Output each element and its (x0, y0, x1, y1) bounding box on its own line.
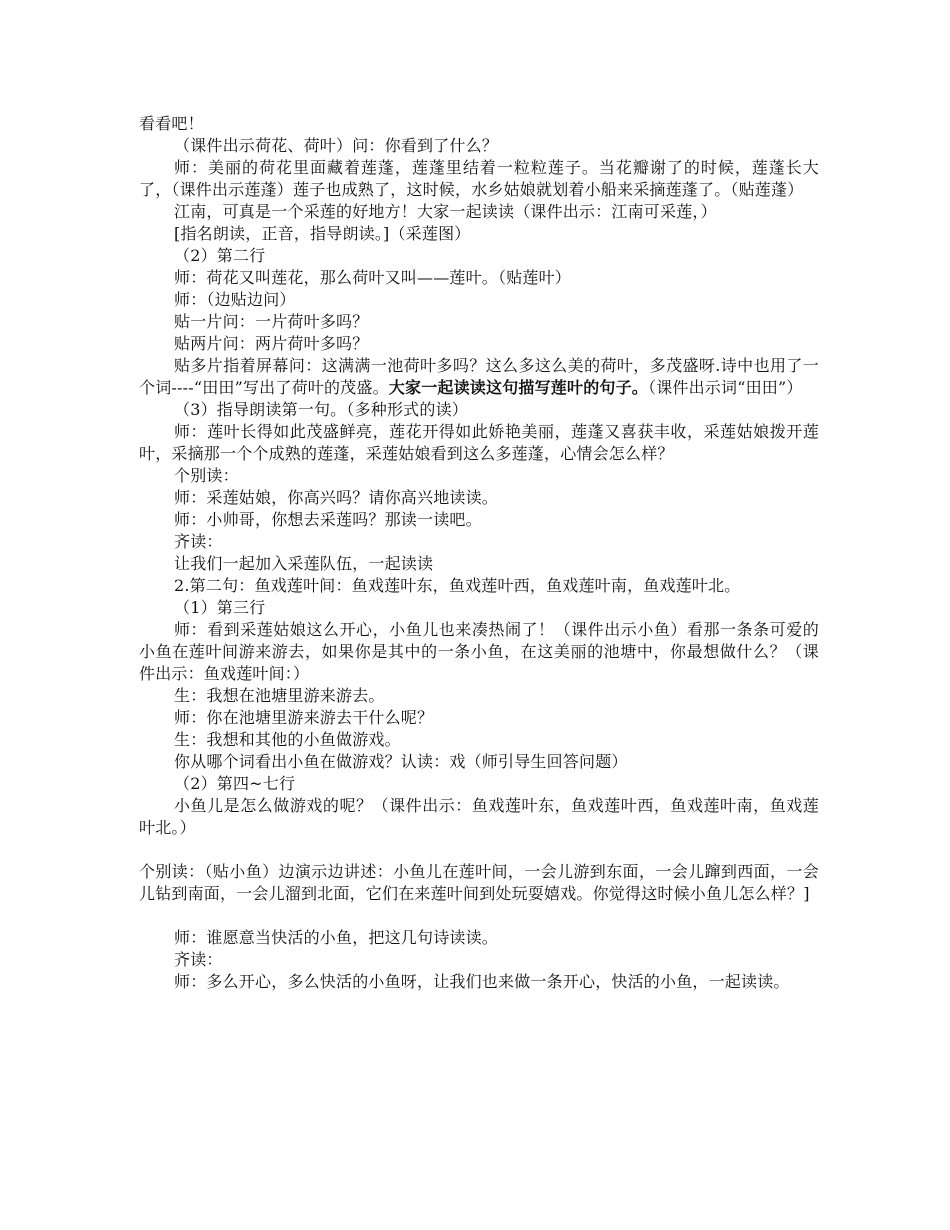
section-heading: （2）第四~七行 (174, 774, 296, 793)
paragraph: 生：我想和其他的小鱼做游戏。 (174, 730, 401, 749)
paragraph: 师：莲叶长得如此茂盛鲜亮，莲花开得如此娇艳美丽，莲蓬又喜获丰收，采莲姑娘拨开莲叶，采摘那一个个成熟的莲蓬，采莲姑娘看到这么多莲蓬，心情会怎么样？ (139, 422, 819, 463)
paragraph: 江南，可真是一个采莲的好地方！大家一起读读（课件出示：江南可采莲，） (174, 202, 717, 221)
paragraph: 师：多么开心，多么快活的小鱼呀，让我们也来做一条开心，快活的小鱼，一起读读。 (174, 972, 790, 991)
paragraph: 个别读： (174, 466, 239, 485)
blank-line (139, 905, 819, 927)
paragraph: 师：（边贴边问） (174, 290, 296, 309)
section-heading: （2）第二行 (174, 246, 266, 265)
paragraph: 师：美丽的荷花里面藏着莲蓬，莲蓬里结着一粒粒莲子。当花瓣谢了的时候，莲蓬长大了，（课件出示莲蓬）莲子也成熟了，这时候，水乡姑娘就划着小船来采摘莲蓬了。（贴莲蓬） (139, 158, 819, 199)
paragraph: 贴两片问：两片荷叶多吗？ (174, 334, 369, 353)
paragraph: 你从哪个词看出小鱼在做游戏？认读：戏（师引导生回答问题） (174, 752, 628, 771)
paragraph: 师：小帅哥，你想去采莲吗？那读一读吧。 (174, 510, 482, 529)
section-heading: 2.第二句：鱼戏莲叶间：鱼戏莲叶东，鱼戏莲叶西，鱼戏莲叶南，鱼戏莲叶北。 (174, 576, 741, 595)
paragraph: （课件出示荷花、荷叶）问：你看到了什么？ (174, 136, 499, 155)
document-body (139, 113, 819, 993)
section-heading: （1）第三行 (174, 598, 266, 617)
paragraph-text: 贴多片指着屏幕问：这满满一池荷叶多吗？这么多这么美的荷叶，多茂盛呀.诗中也用了一个词----“田田”写出了荷叶的茂盛。 (139, 356, 819, 397)
paragraph: 师：荷花又叫莲花，那么荷叶又叫——莲叶。（贴莲叶） (174, 268, 572, 287)
paragraph: 齐读： (174, 950, 223, 969)
paragraph-with-bold (139, 355, 819, 399)
paragraph: 贴一片问：一片荷叶多吗？ (174, 312, 369, 331)
paragraph: 齐读： (174, 532, 223, 551)
bold-instruction: 大家一起读读这句描写莲叶的句子。 (388, 378, 648, 397)
blank-line (139, 839, 819, 861)
paragraph-text: （课件出示词“田田”） (648, 378, 803, 397)
paragraph: 个别读：（贴小鱼）边演示边讲述：小鱼儿在莲叶间，一会儿游到东面，一会儿蹿到西面，一会儿钻到南面，一会儿溜到北面，它们在来莲叶间到处玩耍嬉戏。你觉得这时候小鱼儿怎么样？] (139, 862, 819, 903)
paragraph: 师：采莲姑娘，你高兴吗？请你高兴地读读。 (174, 488, 499, 507)
paragraph: [指名朗读，正音，指导朗读。]（采莲图） (174, 224, 471, 243)
paragraph: 小鱼儿是怎么做游戏的呢？（课件出示：鱼戏莲叶东，鱼戏莲叶西，鱼戏莲叶南，鱼戏莲叶北。） (139, 796, 819, 837)
paragraph: 师：看到采莲姑娘这么开心，小鱼儿也来凑热闹了！（课件出示小鱼）看那一条条可爱的小鱼在莲叶间游来游去，如果你是其中的一条小鱼，在这美丽的池塘中，你最想做什么？（课件出示：鱼戏莲叶间：） (139, 620, 819, 683)
paragraph: 让我们一起加入采莲队伍，一起读读 (174, 554, 434, 573)
section-heading: （3）指导朗读第一句。（多种形式的读） (174, 400, 468, 419)
paragraph: 看看吧！ (139, 114, 204, 133)
paragraph: 师：谁愿意当快活的小鱼，把这几句诗读读。 (174, 928, 499, 947)
paragraph: 生：我想在池塘里游来游去。 (174, 686, 385, 705)
paragraph: 师：你在池塘里游来游去干什么呢？ (174, 708, 434, 727)
